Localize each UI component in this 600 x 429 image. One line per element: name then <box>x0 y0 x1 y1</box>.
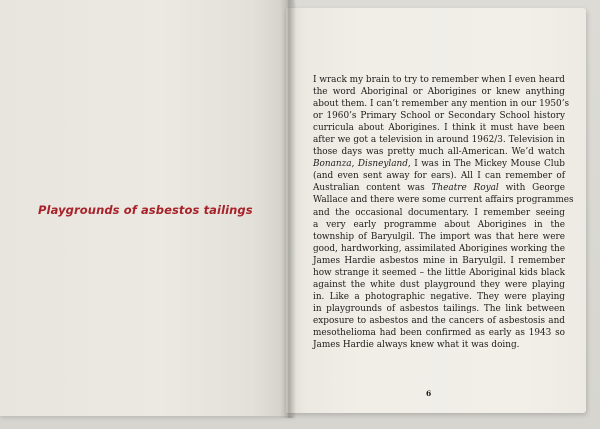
text-segment: how strange it seemed – the little Aboriginal kids black <box>313 267 565 278</box>
text-segment: the word Aboriginal or Aborigines or knew anything <box>313 87 565 98</box>
text-segment: about them. I can’t remember any mention in our 1950’s <box>313 99 570 110</box>
text-segment: or 1960’s Primary School or Secondary School history <box>313 111 565 122</box>
text-line <box>313 243 565 255</box>
text-line <box>313 315 565 327</box>
text-line <box>313 122 565 134</box>
text-line <box>313 291 565 303</box>
text-segment: a very early programme about Aborigines in the <box>313 219 565 230</box>
text-segment: good, hardworking, assimilated Aborigines working the <box>313 243 565 254</box>
chapter-title: Playgrounds of asbestos tailings <box>38 203 253 217</box>
text-line <box>313 182 565 194</box>
page-number: 6 <box>426 389 432 398</box>
text-segment: township of Baryulgil. The import was that here were <box>313 231 565 242</box>
text-line <box>313 170 565 182</box>
text-line <box>313 134 565 146</box>
text-line <box>313 267 565 279</box>
left-page <box>0 0 294 416</box>
text-line <box>313 74 565 86</box>
text-segment: those days was pretty much all-American. We’d watch <box>313 147 565 158</box>
text-line <box>313 110 565 122</box>
italic-title-text: Disneyland <box>357 159 408 170</box>
text-line <box>313 339 565 351</box>
text-segment: James Hardie always knew what it was doing. <box>313 340 520 351</box>
text-line <box>313 146 565 158</box>
text-segment: (and even sent away for ears). All I can remember of <box>313 171 565 182</box>
text-line <box>313 255 565 267</box>
text-segment: I wrack my brain to try to remember when I even heard <box>313 75 565 85</box>
text-segment: , <box>351 159 358 170</box>
text-line <box>313 86 565 98</box>
italic-title-text: Theatre Royal <box>431 183 499 194</box>
text-segment: exposure to asbestos and the cancers of asbestosis and <box>313 315 565 326</box>
text-line <box>313 158 565 170</box>
text-segment: in playgrounds of asbestos tailings. The link between <box>313 303 565 314</box>
text-segment: James Hardie asbestos mine in Baryulgil. I remember <box>313 255 565 266</box>
text-line <box>313 207 565 219</box>
text-segment: mesothelioma had been confirmed as early as 1943 so <box>313 327 565 338</box>
text-line <box>313 231 565 243</box>
text-segment: Australian content was <box>313 183 432 194</box>
text-segment: against the white dust playground they were playing <box>313 279 565 290</box>
text-segment: Wallace and there were some current affairs programmes <box>313 195 574 206</box>
text-segment: after we got a television in around 1962/3. Television in <box>313 135 565 146</box>
book-spine-shadow <box>280 0 296 418</box>
text-line <box>313 219 565 231</box>
text-line <box>313 98 570 110</box>
italic-title-text: Bonanza <box>313 159 352 170</box>
text-line <box>313 327 565 339</box>
text-segment: in. Like a photographic negative. They were playing <box>313 291 565 302</box>
body-text <box>313 74 574 351</box>
text-line <box>313 303 565 315</box>
text-line <box>313 279 565 291</box>
text-segment: curricula about Aborigines. I think it must have been <box>313 123 565 134</box>
text-segment: and the occasional documentary. I remember seeing <box>313 207 565 218</box>
text-line <box>313 194 574 206</box>
text-segment: with George <box>498 183 565 194</box>
text-segment: , I was in The Mickey Mouse Club <box>407 159 565 170</box>
